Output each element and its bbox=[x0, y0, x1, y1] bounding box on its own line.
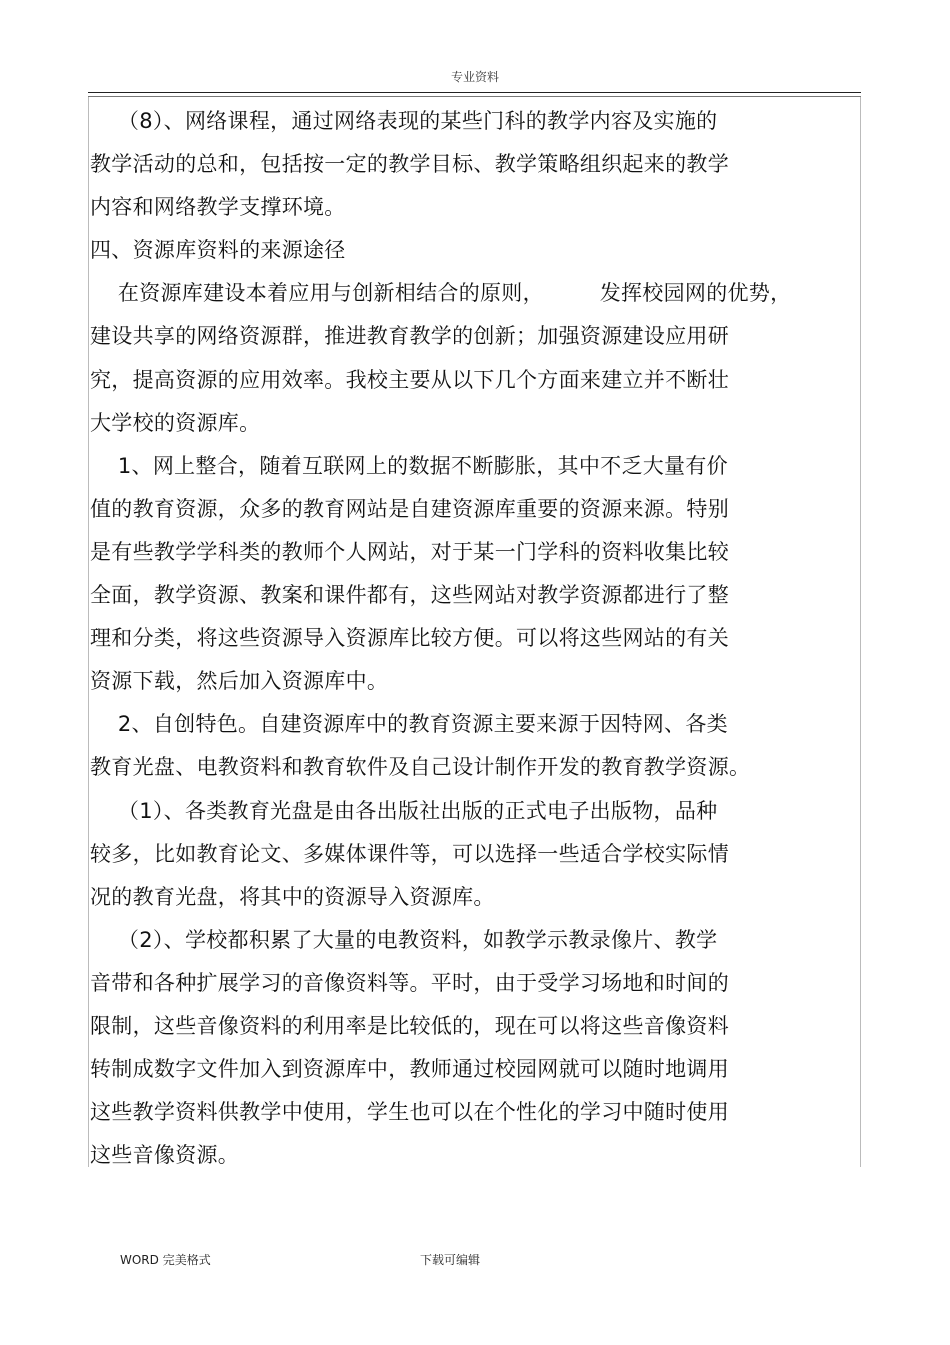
footer-left-label: WORD 完美格式 bbox=[120, 1253, 211, 1267]
left-margin-rule bbox=[88, 97, 89, 1167]
text-line: 大学校的资源库。 bbox=[90, 410, 261, 435]
text-line: 教学活动的总和，包括按一定的教学目标、教学策略组织起来的教学 bbox=[90, 152, 729, 177]
text-line: 资源下载，然后加入资源库中。 bbox=[90, 669, 389, 694]
document-body bbox=[90, 100, 850, 1177]
text-line: （8）、网络课程，通过网络表现的某些门科的教学内容及实施的 bbox=[90, 109, 718, 133]
text-line: 这些教学资料供教学中使用，学生也可以在个性化的学习中随时使用 bbox=[90, 1100, 729, 1125]
text-line: （2）、学校都积累了大量的电教资料，如教学示教录像片、教学 bbox=[90, 927, 718, 952]
footer-right-label: 下载可编辑 bbox=[420, 1253, 481, 1267]
header-rule-thin bbox=[88, 96, 861, 97]
text-line: 内容和网络教学支撑环境。 bbox=[90, 195, 346, 220]
text-line: 较多，比如教育论文、多媒体课件等，可以选择一些适合学校实际情 bbox=[90, 841, 729, 866]
text-line: 教育光盘、电教资料和教育软件及自己设计制作开发的教育教学资源。 bbox=[90, 755, 751, 780]
text-line: （1）、各类教育光盘是由各出版社出版的正式电子出版物，品种 bbox=[90, 798, 718, 823]
text-line: 转制成数字文件加入到资源库中，教师通过校园网就可以随时地调用 bbox=[90, 1057, 729, 1082]
text-line: 音带和各种扩展学习的音像资料等。平时，由于受学习场地和时间的 bbox=[90, 970, 729, 995]
right-margin-rule bbox=[860, 97, 861, 1167]
text-line: 2、自创特色。自建资源库中的教育资源主要来源于因特网、各类 bbox=[90, 712, 728, 737]
page-header-label: 专业资料 bbox=[450, 70, 499, 84]
text-line: 全面，教学资源、教案和课件都有，这些网站对教学资源都进行了整 bbox=[90, 583, 729, 608]
text-line: 是有些教学学科类的教师个人网站，对于某一门学科的资料收集比较 bbox=[90, 539, 729, 564]
text-line: 1、网上整合，随着互联网上的数据不断膨胀，其中不乏大量有价 bbox=[90, 453, 728, 478]
text-line: 建设共享的网络资源群，推进教育教学的创新；加强资源建设应用研 bbox=[90, 324, 729, 349]
text-line: 况的教育光盘，将其中的资源导入资源库。 bbox=[90, 884, 495, 909]
text-line: 在资源库建设本着应用与创新相结合的原则， 发挥校园网的优势， bbox=[90, 281, 792, 306]
text-line: 究，提高资源的应用效率。我校主要从以下几个方面来建立并不断壮 bbox=[90, 367, 729, 392]
text-line: 这些音像资源。 bbox=[90, 1143, 240, 1168]
text-line: 值的教育资源，众多的教育网站是自建资源库重要的资源来源。特别 bbox=[90, 496, 729, 521]
text-line: 限制，这些音像资料的利用率是比较低的，现在可以将这些音像资料 bbox=[90, 1013, 729, 1038]
section-heading: 四、资源库资料的来源途径 bbox=[90, 238, 346, 263]
text-line: 理和分类，将这些资源导入资源库比较方便。可以将这些网站的有关 bbox=[90, 626, 729, 651]
header-rule bbox=[88, 92, 861, 93]
